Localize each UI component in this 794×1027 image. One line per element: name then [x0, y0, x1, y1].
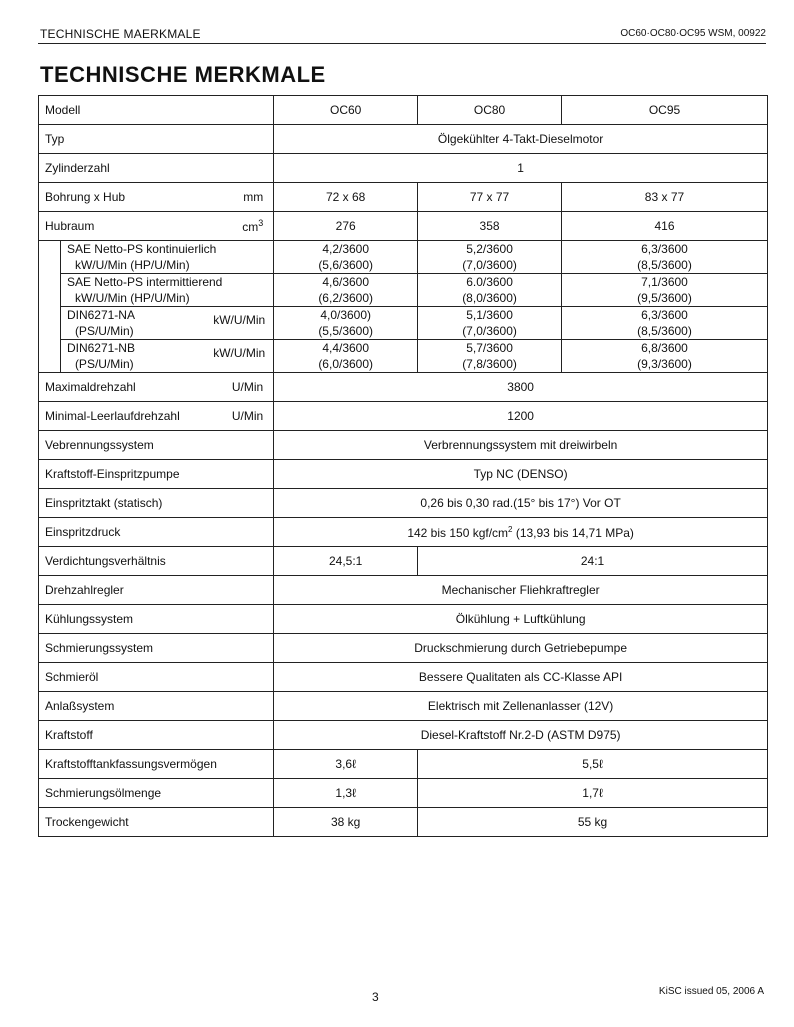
label-text: Minimal-Leerlaufdrehzahl	[45, 409, 180, 423]
table-row	[39, 663, 768, 692]
value-oc60: 4,0/3600) (5,5/3600)	[274, 307, 418, 340]
value-oc60: 38 kg	[274, 808, 418, 837]
value-oc80: 5,7/3600 (7,8/3600)	[418, 340, 562, 373]
value-oc80-oc95: 24:1	[418, 547, 768, 576]
value-oc80: 6.0/3600 (8,0/3600)	[418, 274, 562, 307]
row-label: SAE Netto-PS intermittierend kW/U/Min (HP/U/Min)	[60, 274, 273, 307]
row-value: 1200	[274, 402, 768, 431]
row-value: 3800	[274, 373, 768, 402]
header-document-ref: OC60·OC80·OC95 WSM, 00922	[620, 28, 766, 39]
value-oc80-oc95: 5,5ℓ	[418, 750, 768, 779]
row-label	[39, 212, 274, 241]
row-value: Mechanischer Fliehkraftregler	[274, 576, 768, 605]
unit-text: mm	[243, 190, 264, 204]
value-oc60: 276	[274, 212, 418, 241]
table-row	[39, 721, 768, 750]
row-label: Typ	[39, 125, 274, 154]
table-row	[39, 307, 768, 340]
unit-text: U/Min	[231, 380, 264, 394]
table-row	[39, 402, 768, 431]
row-value: 142 bis 150 kgf/$cm^2$ (13,93 bis 14,71 MPa)	[274, 518, 768, 547]
value-oc60: 4,2/3600 (5,6/3600)	[274, 241, 418, 274]
table-row	[39, 96, 768, 125]
table-row	[39, 125, 768, 154]
value-oc60: 72 x 68	[274, 183, 418, 212]
row-label: Vebrennungssystem	[39, 431, 274, 460]
row-label: Zylinderzahl	[39, 154, 274, 183]
row-label	[39, 373, 274, 402]
value-oc60: 4,6/3600 (6,2/3600)	[274, 274, 418, 307]
row-value: Ölkühlung + Luftkühlung	[274, 605, 768, 634]
row-label	[39, 402, 274, 431]
row-value: Typ NC (DENSO)	[274, 460, 768, 489]
label-text: Bohrung x Hub	[45, 190, 126, 204]
value-oc95: 7,1/3600 (9,5/3600)	[561, 274, 767, 307]
row-value: Bessere Qualitaten als CC-Klasse API	[274, 663, 768, 692]
table-row	[39, 576, 768, 605]
row-value: Diesel-Kraftstoff Nr.2-D (ASTM D975)	[274, 721, 768, 750]
model-oc60: OC60	[274, 96, 418, 125]
row-label	[39, 183, 274, 212]
value-oc95: 6,8/3600 (9,3/3600)	[561, 340, 767, 373]
row-label: Kraftstoff-Einspritzpumpe	[39, 460, 274, 489]
table-row	[39, 808, 768, 837]
value-oc60: 1,3ℓ	[274, 779, 418, 808]
table-row	[39, 373, 768, 402]
table-row	[39, 489, 768, 518]
table-row	[39, 460, 768, 489]
unit-text: U/Min	[231, 409, 264, 423]
row-label: Kraftstofftankfassungsvermögen	[39, 750, 274, 779]
row-label: Schmierungssystem	[39, 634, 274, 663]
header-section-title: TECHNISCHE MAERKMALE	[40, 27, 201, 41]
table-row	[39, 154, 768, 183]
row-label: DIN6271-NB kW/U/Min (PS/U/Min)	[60, 340, 273, 373]
row-label: Kühlungssystem	[39, 605, 274, 634]
table-row	[39, 779, 768, 808]
value-oc60: 24,5:1	[274, 547, 418, 576]
row-label: Einspritzdruck	[39, 518, 274, 547]
row-value: 0,26 bis 0,30 rad.(15° bis 17°) Vor OT	[274, 489, 768, 518]
label-text: Hubraum	[45, 219, 95, 233]
table-row	[39, 605, 768, 634]
page-title: TECHNISCHE MERKMALE	[40, 62, 326, 87]
row-label: Trockengewicht	[39, 808, 274, 837]
row-label: Schmieröl	[39, 663, 274, 692]
row-label: DIN6271-NA kW/U/Min (PS/U/Min)	[60, 307, 273, 340]
model-oc95: OC95	[561, 96, 767, 125]
row-value: Ölgekühlter 4-Takt-Dieselmotor	[274, 125, 768, 154]
page-number: 3	[372, 990, 379, 1004]
row-value: 1	[274, 154, 768, 183]
row-value: Elektrisch mit Zellenanlasser (12V)	[274, 692, 768, 721]
row-label: Schmierungsölmenge	[39, 779, 274, 808]
row-label: Einspritztakt (statisch)	[39, 489, 274, 518]
page-header	[38, 26, 766, 44]
value-oc60: 4,4/3600 (6,0/3600)	[274, 340, 418, 373]
table-row	[39, 183, 768, 212]
table-row	[39, 274, 768, 307]
value-oc60: 3,6ℓ	[274, 750, 418, 779]
value-oc80: 5,2/3600 (7,0/3600)	[418, 241, 562, 274]
row-value: Druckschmierung durch Getriebepumpe	[274, 634, 768, 663]
value-oc95: 416	[561, 212, 767, 241]
value-oc80: 77 x 77	[418, 183, 562, 212]
table-row	[39, 431, 768, 460]
label-text: Maximaldrehzahl	[45, 380, 136, 394]
row-value: Verbrennungssystem mit dreiwirbeln	[274, 431, 768, 460]
value-oc95: 6,3/3600 (8,5/3600)	[561, 241, 767, 274]
value-oc95: 83 x 77	[561, 183, 767, 212]
row-label: Verdichtungsverhältnis	[39, 547, 274, 576]
row-label: Anlaßsystem	[39, 692, 274, 721]
table-row	[39, 547, 768, 576]
table-row	[39, 692, 768, 721]
value-oc80: 358	[418, 212, 562, 241]
row-label: SAE Netto-PS kontinuierlich kW/U/Min (HP/U/Min)	[60, 241, 273, 274]
value-oc95: 6,3/3600 (8,5/3600)	[561, 307, 767, 340]
spec-table	[38, 95, 768, 837]
row-label: Drehzahlregler	[39, 576, 274, 605]
value-oc80-oc95: 55 kg	[418, 808, 768, 837]
table-row	[39, 634, 768, 663]
table-row	[39, 241, 768, 274]
table-row	[39, 750, 768, 779]
issue-note: KiSC issued 05, 2006 A	[658, 986, 764, 997]
power-group-indent	[39, 241, 61, 373]
model-oc80: OC80	[418, 96, 562, 125]
row-label: Modell	[39, 96, 274, 125]
value-oc80-oc95: 1,7ℓ	[418, 779, 768, 808]
unit-text: $cm^3$	[242, 218, 264, 234]
table-row	[39, 518, 768, 547]
table-row	[39, 212, 768, 241]
table-row	[39, 340, 768, 373]
row-label: Kraftstoff	[39, 721, 274, 750]
value-oc80: 5,1/3600 (7,0/3600)	[418, 307, 562, 340]
